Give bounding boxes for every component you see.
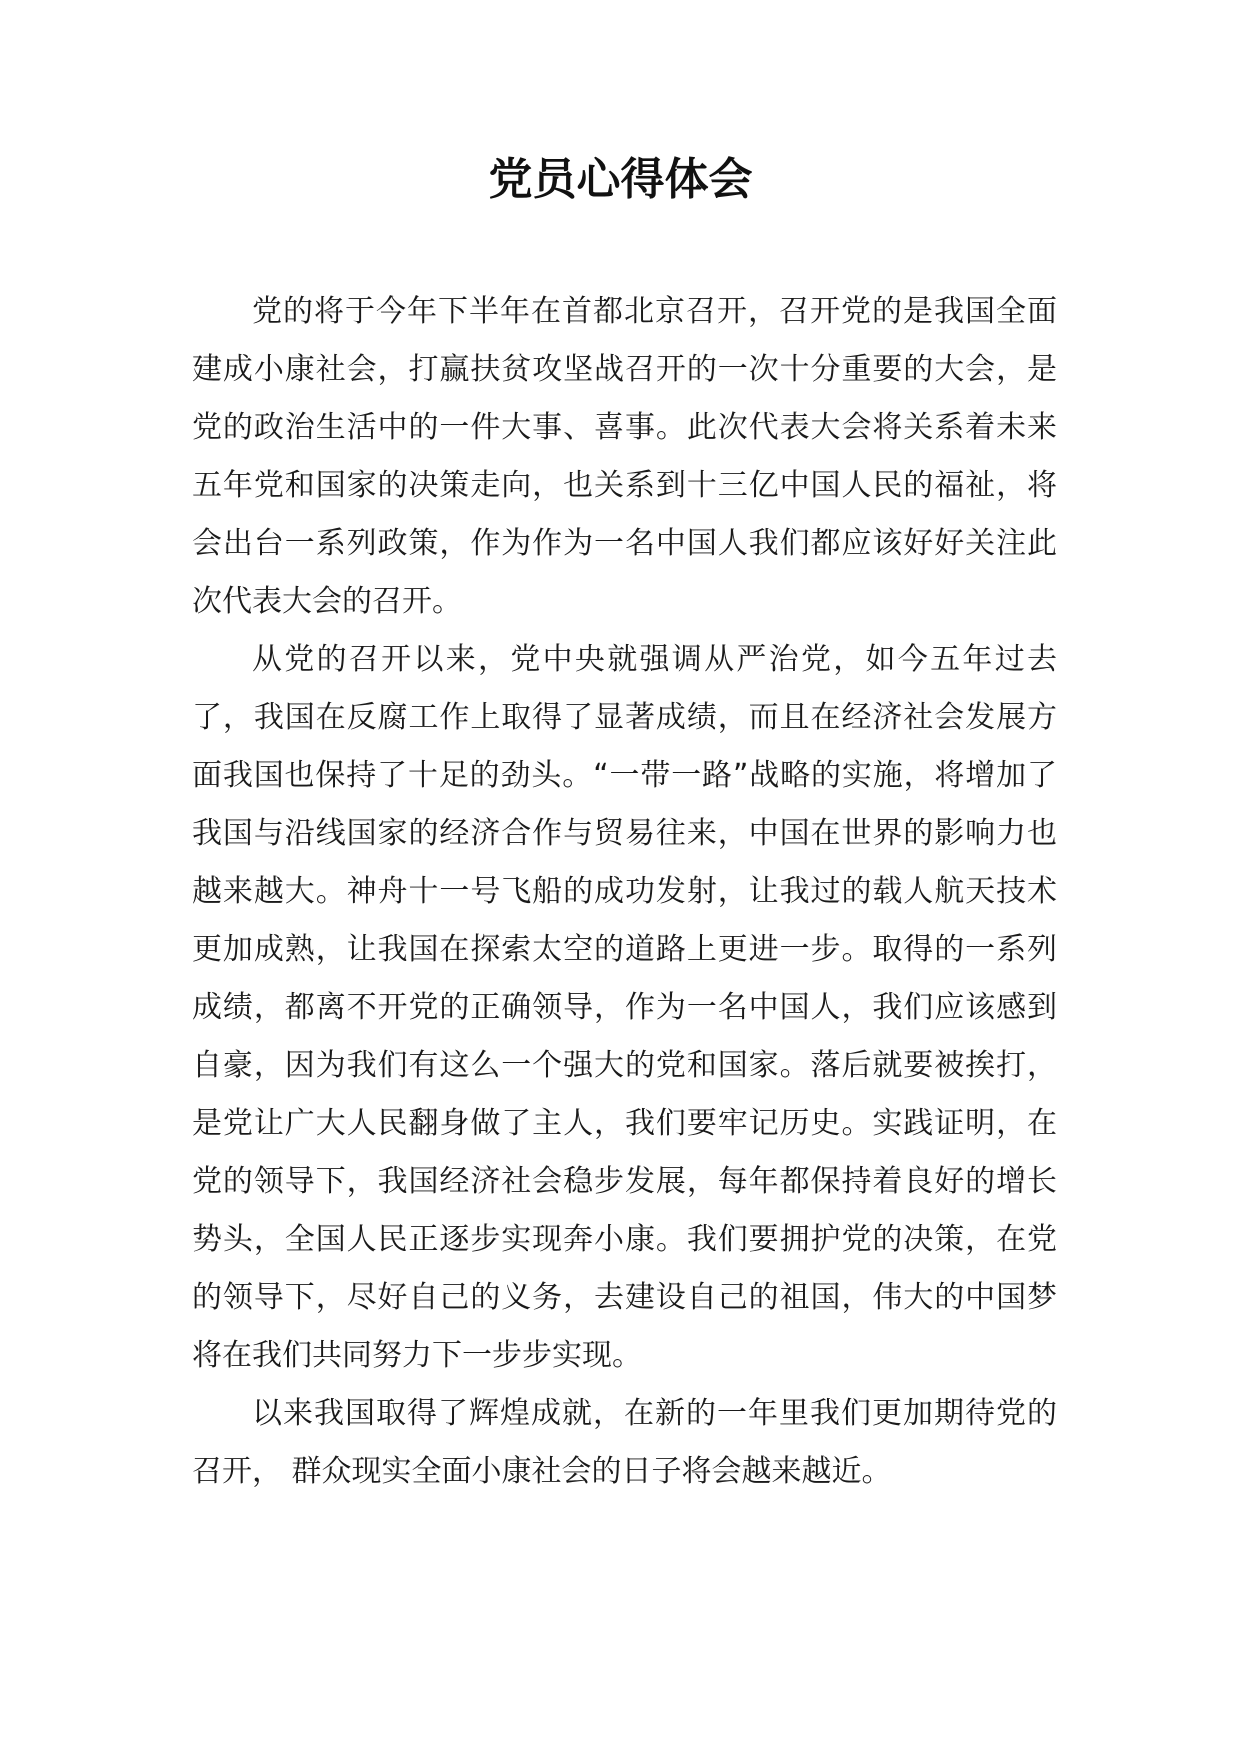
document-title: 党员心得体会 [488,154,753,205]
paragraph-2: 从党的召开以来，党中央就强调从严治党，如今五年过去了，我国在反腐工作上取得了显著成绩，而且在经济社会发展方面我国也保持了十足的劲头。“一带一路”战略的实施，将增加了我国与沿线国家的经济合作与贸易往来，中国在世界的影响力也越来越大。神舟十一号飞船的成功发射，让我过的载人航天技术更加成熟，让我国在探索太空的道路上更进一步。取得的一系列成绩，都离不开党的正确领导，作为一名中国人，我们应该感到自豪，因为我们有这么一个强大的党和国家。落后就要被挨打，是党让广大人民翻身做了主人，我们要牢记历史。实践证明，在党的领导下，我国经济社会稳步发展，每年都保持着良好的增长势头，全国人民正逐步实现奔小康。我们要拥护党的决策，在党的领导下，尽好自己的义务，去建设自己的祖国，伟大的中国梦将在我们共同努力下一步步实现。 [192,642,1057,1373]
paragraph-3: 以来我国取得了辉煌成就，在新的一年里我们更加期待党的召开， 群众现实全面小康社会的日子将会越来越近。 [192,1396,1057,1489]
document-body [192,283,1057,1501]
paragraph-1: 党的将于今年下半年在首都北京召开，召开党的是我国全面建成小康社会，打赢扶贫攻坚战召开的一次十分重要的大会，是党的政治生活中的一件大事、喜事。此次代表大会将关系着未来五年党和国家的决策走向，也关系到十三亿中国人民的福祉，将会出台一系列政策，作为作为一名中国人我们都应该好好关注此次代表大会的召开。 [192,294,1057,619]
